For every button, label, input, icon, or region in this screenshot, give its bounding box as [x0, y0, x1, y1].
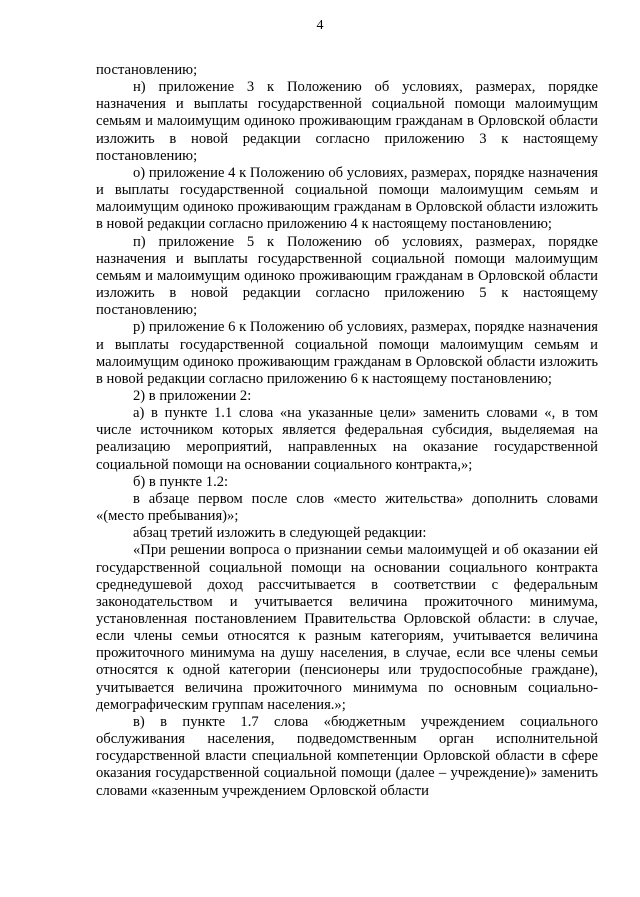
page-number: 4 [316, 18, 324, 33]
paragraph: п) приложение 5 к Положению об условиях, размерах, порядке назначения и выплаты государственной социальной помощи малоимущим семьям и малоимущим одиноко проживающим гражданам в Орловской области изложить в новой редакции согласно приложению 5 к настоящему постановлению; [96, 233, 598, 319]
paragraph: в абзаце первом после слов «место жительства» дополнить словами «(место пребывания)»; [96, 490, 598, 525]
paragraph: постановлению; [96, 62, 198, 78]
paragraph: р) приложение 6 к Положению об условиях, размерах, порядке назначения и выплаты государственной социальной помощи малоимущим семьям и малоимущим одиноко проживающим гражданам в Орловской области изложить в новой редакции согласно приложению 6 к настоящему постановлению; [96, 319, 598, 387]
paragraph: в) в пункте 1.7 слова «бюджетным учреждением социального обслуживания населения, подведомственным орган исполнительной государственной власти специальной компетенции Орловской области в сфере оказания государственной социальной помощи (далее – учреждение)» заменить словами «казенным учреждением Орловской области [96, 713, 598, 799]
paragraph: б) в пункте 1.2: [133, 473, 229, 490]
paragraph: 2) в приложении 2: [133, 387, 252, 404]
document-body [96, 62, 598, 800]
paragraph: н) приложение 3 к Положению об условиях, размерах, порядке назначения и выплаты государственной социальной помощи малоимущим семьям и малоимущим одиноко проживающим гражданам в Орловской области изложить в новой редакции согласно приложению 3 к настоящему постановлению; [96, 79, 598, 164]
paragraph: о) приложение 4 к Положению об условиях, размерах, порядке назначения и выплаты государственной социальной помощи малоимущим семьям и малоимущим одиноко проживающим гражданам в Орловской области изложить в новой редакции согласно приложению 4 к настоящему постановлению; [96, 164, 598, 233]
paragraph: абзац третий изложить в следующей редакции: [133, 525, 427, 542]
paragraph: «При решении вопроса о признании семьи малоимущей и об оказании ей государственной социальной помощи на основании социального контракта среднедушевой доход рассчитывается в соответствии с федеральным законодательством и учитывается величина прожиточного минимума, установленная постановлением Правительства Орловской области: в случае, если члены семьи относятся к разным категориям, учитывается величина прожиточного минимума на душу населения, в случае, если все члены семьи относятся к одной категории (пенсионеры или трудоспособные граждане), учитывается величина прожиточного минимума по основным социально-демографическим группам населения.»; [96, 542, 598, 713]
paragraph: а) в пункте 1.1 слова «на указанные цели» заменить словами «, в том числе источником которых является федеральная субсидия, выделяемая на реализацию мероприятий, направленных на оказание государственной социальной помощи на основании социального контракта,»; [96, 405, 598, 473]
